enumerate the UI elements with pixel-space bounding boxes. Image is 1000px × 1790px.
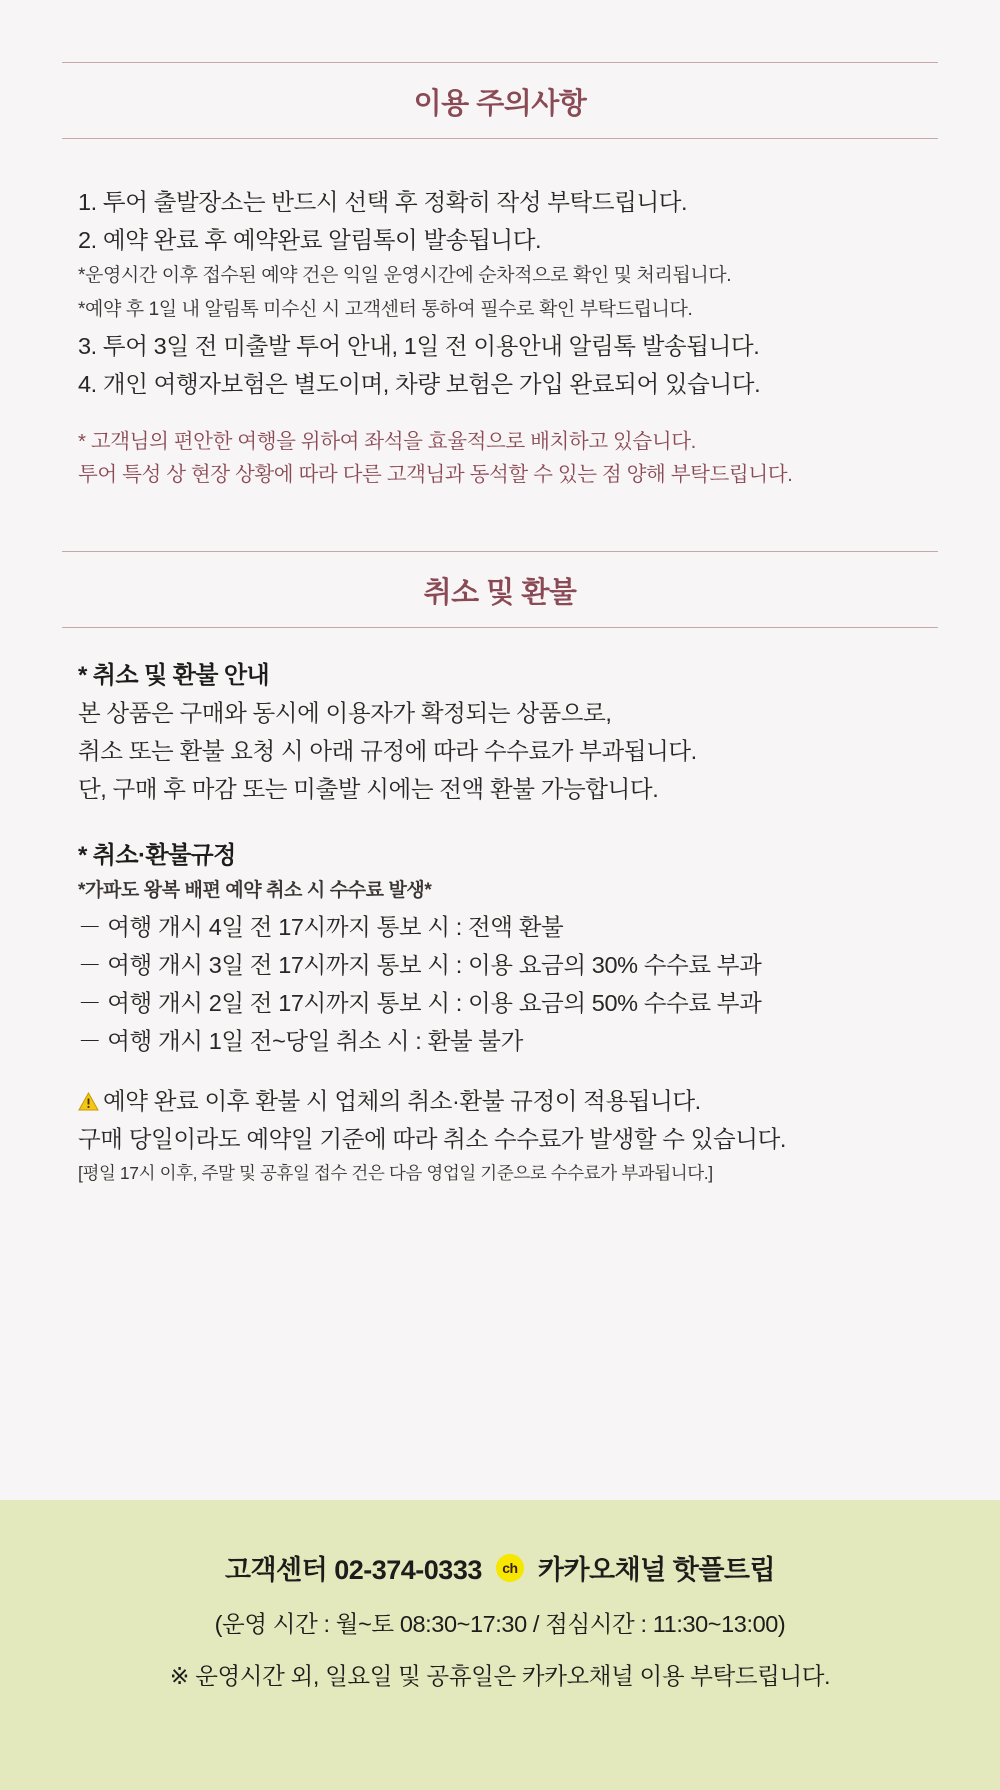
refund-guide-heading: * 취소 및 환불 안내	[78, 662, 270, 689]
refund-warning-text: 예약 완료 이후 환불 시 업체의 취소·환불 규정이 적용됩니다.	[103, 1088, 701, 1114]
refund-policy-heading: * 취소·환불규정	[78, 842, 236, 869]
warning-triangle-icon	[78, 1092, 99, 1111]
refund-policy-item: － 여행 개시 2일 전 17시까지 통보 시 : 이용 요금의 50% 수수료 부과	[78, 990, 762, 1016]
kakao-channel-label[interactable]: 카카오채널 핫플트립	[537, 1555, 776, 1585]
notice-item: 3. 투어 3일 전 미출발 투어 안내, 1일 전 이용안내 알림톡 발송됩니다.	[78, 333, 760, 359]
notice-subitem: *운영시간 이후 접수된 예약 건은 익일 운영시간에 순차적으로 확인 및 처리됩니다.	[78, 265, 732, 286]
refund-extra-line: 구매 당일이라도 예약일 기준에 따라 취소 수수료가 발생할 수 있습니다.	[78, 1126, 787, 1152]
call-center-label: 고객센터 02-374-0333	[224, 1555, 482, 1585]
refund-section-title: 취소 및 환불	[423, 577, 577, 609]
refund-extra-line: [평일 17시 이후, 주말 및 공휴일 접수 건은 다음 영업일 기준으로 수수료가 부과됩니다.]	[78, 1163, 713, 1183]
refund-warning-line	[78, 1082, 922, 1120]
notice-subitem: *예약 후 1일 내 알림톡 미수신 시 고객센터 통하여 필수로 확인 부탁드립니다.	[78, 299, 693, 320]
refund-section	[0, 551, 1000, 1188]
notice-item: 1. 투어 출발장소는 반드시 선택 후 정확히 작성 부탁드립니다.	[78, 189, 688, 215]
footer-notice: ※ 운영시간 외, 일요일 및 공휴일은 카카오채널 이용 부탁드립니다.	[169, 1663, 831, 1689]
notice-item: 2. 예약 완료 후 예약완료 알림톡이 발송됩니다.	[78, 227, 542, 253]
footer-contact-row	[0, 1548, 1000, 1587]
refund-guide-line: 단, 구매 후 마감 또는 미출발 시에는 전액 환불 가능합니다.	[78, 776, 659, 802]
refund-policy-subheading: *가파도 왕복 배편 예약 취소 시 수수료 발생*	[78, 880, 432, 901]
refund-section-header	[62, 551, 938, 628]
notice-section-title: 이용 주의사항	[413, 88, 587, 120]
refund-body	[62, 658, 938, 1188]
refund-policy-item: － 여행 개시 3일 전 17시까지 통보 시 : 이용 요금의 30% 수수료 부과	[78, 952, 762, 978]
notice-highlight: * 고객님의 편안한 여행을 위하여 좌석을 효율적으로 배치하고 있습니다.	[78, 430, 696, 453]
notice-section	[0, 0, 1000, 491]
kakao-channel-icon[interactable]: ch	[496, 1554, 524, 1582]
notice-highlight: 투어 특성 상 현장 상황에 따라 다른 고객님과 동석할 수 있는 점 양해 부탁드립니다.	[78, 463, 793, 486]
notice-item: 4. 개인 여행자보험은 별도이며, 차량 보험은 가입 완료되어 있습니다.	[78, 371, 761, 397]
refund-policy-item: － 여행 개시 4일 전 17시까지 통보 시 : 전액 환불	[78, 914, 564, 940]
footer	[0, 1500, 1000, 1790]
refund-policy-item: － 여행 개시 1일 전~당일 취소 시 : 환불 불가	[78, 1028, 523, 1054]
footer-hours: (운영 시간 : 월~토 08:30~17:30 / 점심시간 : 11:30~13:00)	[214, 1611, 786, 1637]
notice-body	[62, 183, 938, 491]
notice-section-header	[62, 62, 938, 139]
refund-guide-line: 취소 또는 환불 요청 시 아래 규정에 따라 수수료가 부과됩니다.	[78, 738, 697, 764]
refund-guide-line: 본 상품은 구매와 동시에 이용자가 확정되는 상품으로,	[78, 700, 612, 726]
